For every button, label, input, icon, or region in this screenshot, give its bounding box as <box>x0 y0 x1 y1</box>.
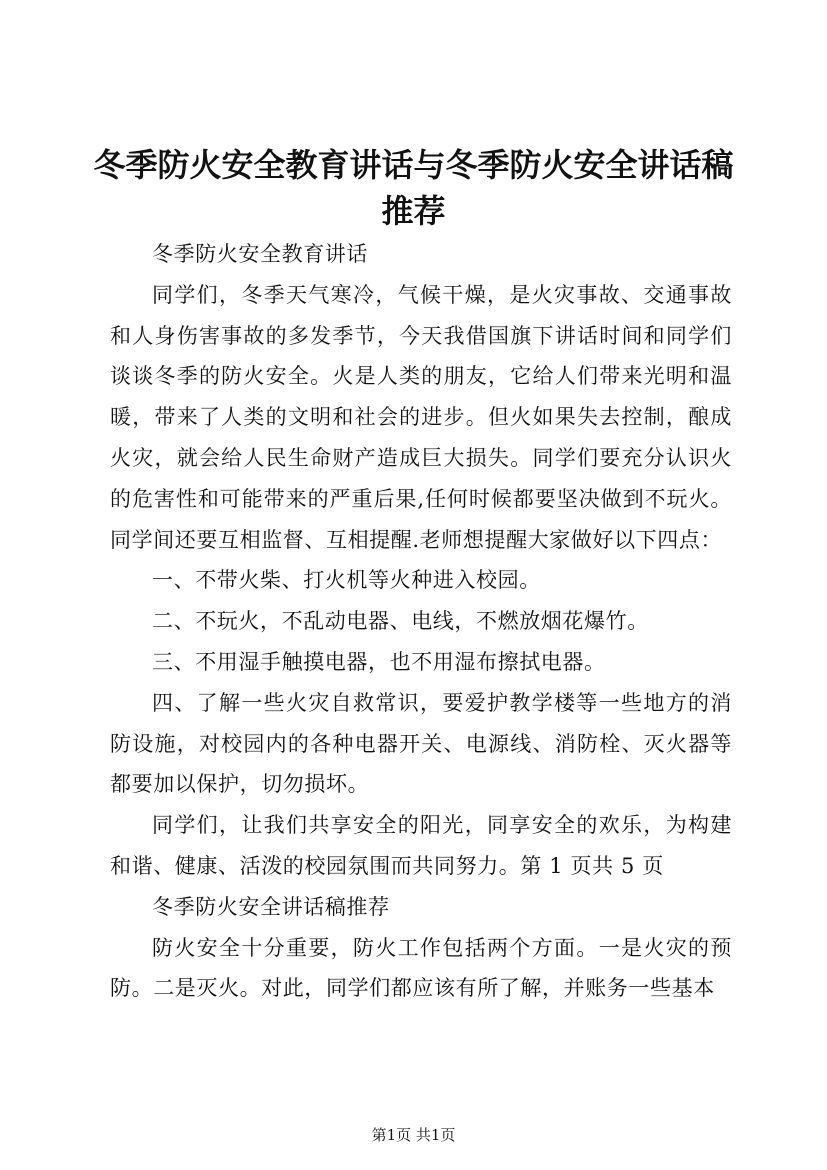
title-line-1: 冬季防火安全教育讲话与冬季防火安全讲话稿 <box>93 146 734 184</box>
list-item-4: 四、了解一些火灾自救常识，要爱护教学楼等一些地方的消防设施，对校园内的各种电器开关、电源线、消防栓、灭火器等都要加以保护，切勿损坏。 <box>110 690 732 797</box>
document-body <box>110 234 732 1009</box>
paragraph-intro: 同学们，冬季天气寒冷，气候干燥，是火灾事故、交通事故和人身伤害事故的多发季节，今天我借国旗下讲话时间和同学们谈谈冬季的防火安全。火是人类的朋友，它给人们带来光明和温暖，带来了人类的文明和社会的进步。但火如果失去控制，酿成火灾，就会给人民生命财产造成巨大损失。同学们要充分认识火的危害性和可能带来的严重后果,任何时候都要坚决做到不玩火。同学间还要互相监督、互相提醒.老师想提醒大家做好以下四点： <box>110 282 732 552</box>
section-heading-education-speech: 冬季防火安全教育讲话 <box>152 242 368 266</box>
list-item-3: 三、不用湿手触摸电器，也不用湿布擦拭电器。 <box>152 649 606 674</box>
list-item-2: 二、不玩火，不乱动电器、电线，不燃放烟花爆竹。 <box>152 609 649 634</box>
list-item-1: 一、不带火柴、打火机等火种进入校园。 <box>152 568 541 593</box>
paragraph-closing: 同学们，让我们共享安全的阳光，同享安全的欢乐，为构建和谐、健康、活泼的校园氛围而共同努力。第 1 页共 5 页 <box>110 813 732 878</box>
title-line-2: 推荐 <box>381 192 446 230</box>
document-title <box>90 142 737 234</box>
paragraph-fire-safety: 防火安全十分重要，防火工作包括两个方面。一是火灾的预防。二是灭火。对此，同学们都应该有所了解，并账务一些基本 <box>110 935 732 1001</box>
section-heading-speech-recommend: 冬季防火安全讲话稿推荐 <box>152 894 390 919</box>
page-footer: 第1页 共1页 <box>371 1126 456 1144</box>
